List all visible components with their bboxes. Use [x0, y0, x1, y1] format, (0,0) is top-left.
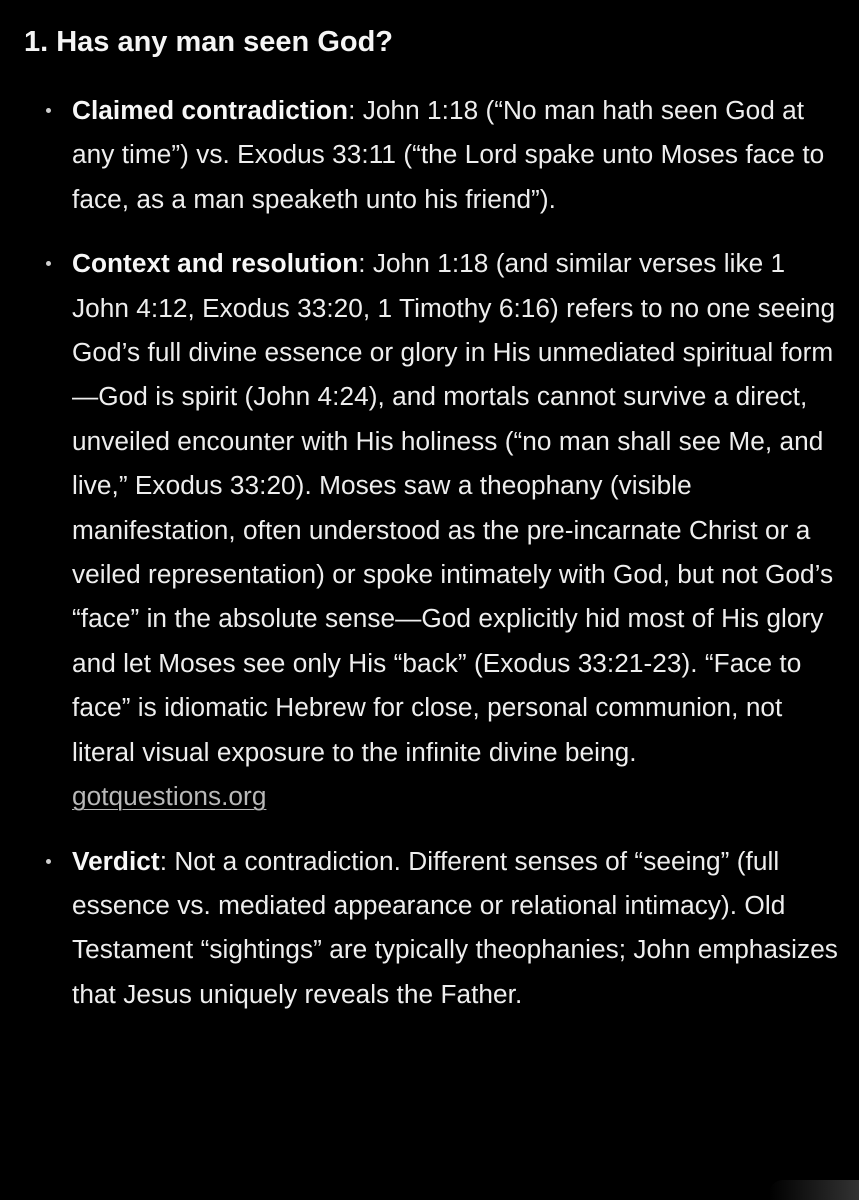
- corner-fade-overlay: [769, 1180, 859, 1200]
- section-title: Has any man seen God?: [56, 26, 394, 58]
- bullet-dot: [46, 859, 51, 864]
- bullet-dot: [46, 108, 51, 113]
- bullet-claimed-contradiction: [24, 88, 839, 221]
- bullet-text: : John 1:18 (“No man hath seen God at any time”) vs. Exodus 33:11 (“the Lord spake unto Moses face to face, as a man speaketh unto his friend”).: [72, 95, 825, 214]
- bullet-verdict: [24, 839, 839, 1017]
- bullet-list: [24, 88, 839, 1016]
- bullet-term: Claimed contradiction: [72, 95, 349, 125]
- bullet-term: Verdict: [72, 845, 160, 876]
- bullet-text: : John 1:18 (and similar verses like 1 John 4:12, Exodus 33:20, 1 Timothy 6:16) refers to no one seeing God’s full divine essence or glory in His unmediated spiritual form—God is spirit (John 4:24), and mortals cannot survive a direct, unveiled encounter with His holiness (“no man shall see Me, and live,” Exodus 33:20). Moses saw a theophany (visible manifestation, often understood as the pre-incarnate Christ or a veiled representation) or spoke intimately with God, but not God’s “face” in the absolute sense—God explicitly hid most of His glory and let Moses see only His “back” (Exodus 33:21-23). “Face to face” is idiomatic Hebrew for close, personal communion, not literal visual exposure to the infinite divine being.: [72, 248, 836, 767]
- bullet-term: Context and resolution: [72, 248, 359, 279]
- source-link[interactable]: gotquestions.org: [72, 781, 267, 812]
- section-number: 1.: [24, 26, 49, 58]
- section-heading: [24, 22, 835, 62]
- bullet-text: : Not a contradiction. Different senses of “seeing” (full essence vs. mediated appearance or relational intimacy). Old Testament “sightings” are typically theophanies; John emphasizes that Jesus uniquely reveals the Father.: [72, 845, 838, 1009]
- bullet-context-and-resolution: [24, 241, 839, 818]
- bullet-dot: [46, 261, 51, 266]
